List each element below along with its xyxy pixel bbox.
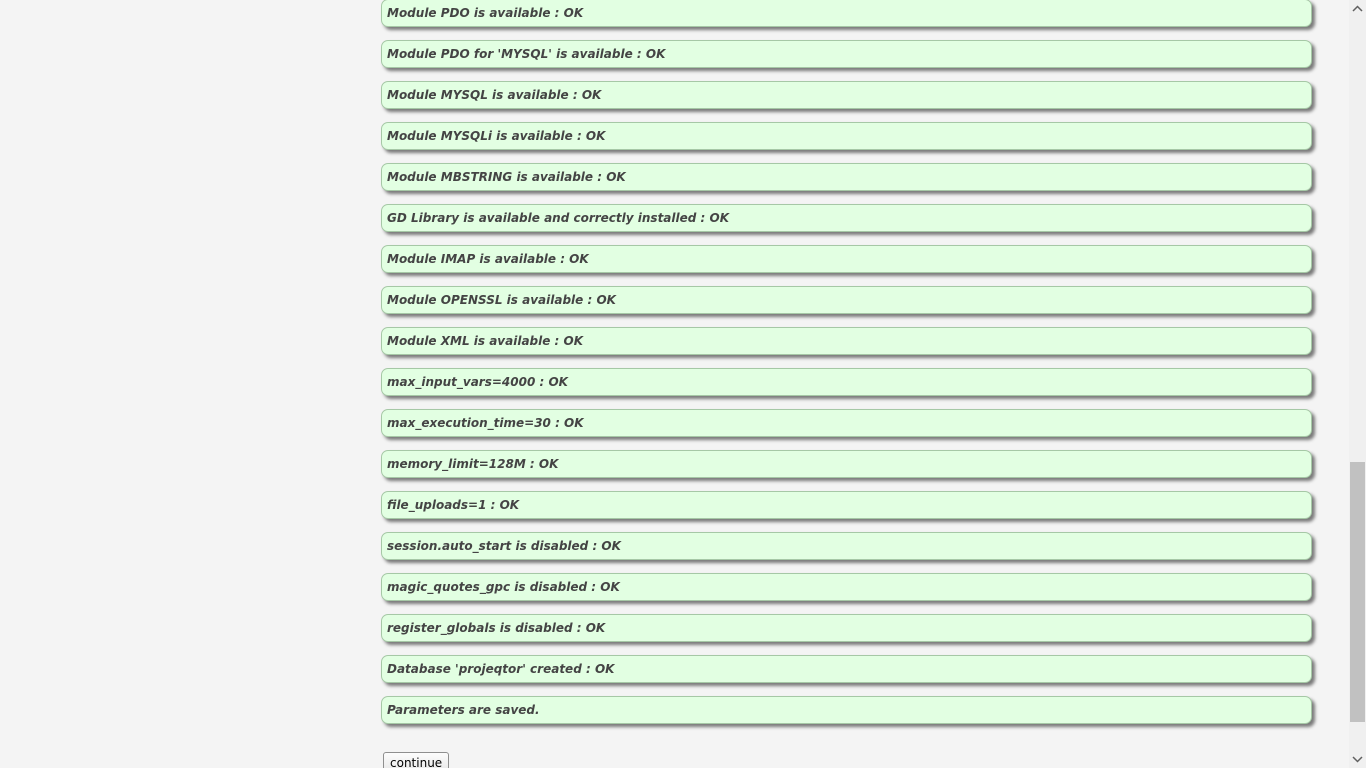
check-message: max_execution_time=30 : OK xyxy=(381,409,1312,437)
check-message: Module XML is available : OK xyxy=(381,327,1312,355)
check-message: file_uploads=1 : OK xyxy=(381,491,1312,519)
check-message: Module OPENSSL is available : OK xyxy=(381,286,1312,314)
check-message: Module MYSQL is available : OK xyxy=(381,81,1312,109)
check-message: session.auto_start is disabled : OK xyxy=(381,532,1312,560)
check-message: Module PDO for 'MYSQL' is available : OK xyxy=(381,40,1312,68)
check-message: Module MBSTRING is available : OK xyxy=(381,163,1312,191)
vertical-scrollbar[interactable] xyxy=(1349,0,1366,768)
continue-button[interactable]: continue xyxy=(383,752,449,768)
check-message: magic_quotes_gpc is disabled : OK xyxy=(381,573,1312,601)
check-message: Module MYSQLi is available : OK xyxy=(381,122,1312,150)
chevron-down-icon[interactable] xyxy=(1349,751,1366,768)
check-message-list xyxy=(381,0,1312,737)
scrollbar-thumb[interactable] xyxy=(1350,462,1365,722)
check-message: max_input_vars=4000 : OK xyxy=(381,368,1312,396)
check-message: register_globals is disabled : OK xyxy=(381,614,1312,642)
parameters-saved-message: Parameters are saved. xyxy=(381,696,1312,724)
check-message: Database 'projeqtor' created : OK xyxy=(381,655,1312,683)
check-message: GD Library is available and correctly installed : OK xyxy=(381,204,1312,232)
chevron-up-icon[interactable] xyxy=(1349,0,1366,17)
check-message: Module PDO is available : OK xyxy=(381,0,1312,27)
check-message: Module IMAP is available : OK xyxy=(381,245,1312,273)
check-message: memory_limit=128M : OK xyxy=(381,450,1312,478)
